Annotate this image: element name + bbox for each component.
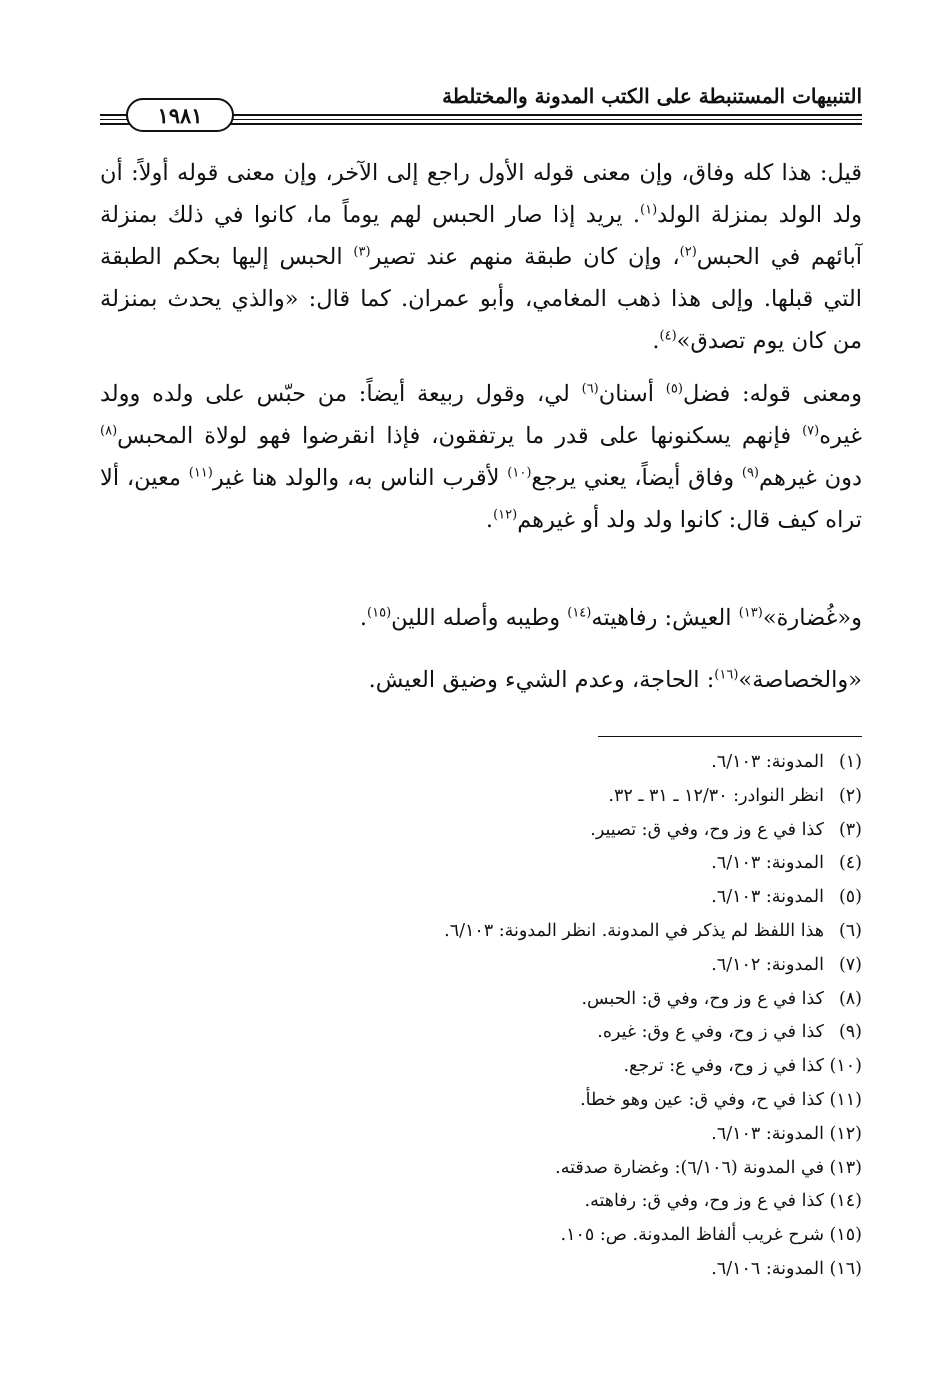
footnote-number: (١٤) bbox=[829, 1191, 862, 1212]
footnote-number: (٧) bbox=[838, 954, 862, 975]
footnote-ref[interactable]: (٨) bbox=[100, 423, 118, 439]
text-run: . يريد إذا صار الحبس لهم يوماً ما، كانوا في ذلك بمنزلة آبائهم في الحبس bbox=[100, 202, 862, 270]
text-run: . bbox=[485, 507, 494, 533]
footnote-number: (١٣) bbox=[829, 1157, 862, 1178]
running-title: التنبيهات المستنبطة على الكتب المدونة والمختلطة bbox=[442, 84, 862, 108]
footnote-text: المدونة: ٦/١٠٣. bbox=[711, 887, 824, 908]
footnote-number: (١٠) bbox=[829, 1056, 862, 1077]
footnote bbox=[100, 1118, 862, 1152]
footnote-text: المدونة: ٦/١٠٦. bbox=[711, 1258, 824, 1279]
footnote-number: (١١) bbox=[829, 1089, 862, 1110]
footnote-number: (١٢) bbox=[829, 1123, 862, 1144]
footnote-number: (٨) bbox=[838, 988, 862, 1009]
footnote-number: (٥) bbox=[838, 887, 862, 908]
footnote bbox=[100, 1219, 862, 1253]
footnote bbox=[100, 1253, 862, 1287]
text-run: و«غُضارة» bbox=[762, 605, 862, 631]
text-run: ، وإن كان طبقة منهم عند تصير bbox=[370, 244, 680, 270]
footnote-ref[interactable]: (١١) bbox=[188, 465, 213, 481]
footnote-text: المدونة: ٦/١٠٢. bbox=[711, 954, 824, 975]
footnote bbox=[100, 983, 862, 1017]
page-number-frame bbox=[126, 98, 234, 132]
footnote bbox=[100, 814, 862, 848]
footnote-text: كذا في ز وح، وفي ع وق: غيره. bbox=[597, 1022, 824, 1043]
footnote-ref[interactable]: (٣) bbox=[353, 244, 371, 260]
paragraph bbox=[100, 152, 862, 362]
text-run: أسنان bbox=[598, 381, 666, 407]
text-run: . bbox=[652, 328, 660, 354]
footnote bbox=[100, 1084, 862, 1118]
footnote-number: (٩) bbox=[838, 1022, 862, 1043]
text-run: : الحاجة، وعدم الشيء وضيق العيش. bbox=[368, 667, 715, 693]
footnote bbox=[100, 1152, 862, 1186]
text-run: معين، ألا تراه كيف قال: كانوا ولد ولد أو غيرهم bbox=[100, 465, 862, 533]
page-number: ١٩٨١ bbox=[157, 102, 203, 128]
footnote-separator bbox=[598, 736, 862, 737]
footnote-ref[interactable]: (٧) bbox=[802, 423, 820, 439]
footnote-text: هذا اللفظ لم يذكر في المدونة. انظر المدونة: ٦/١٠٣. bbox=[444, 920, 824, 941]
footnote-ref[interactable]: (١٤) bbox=[567, 605, 592, 621]
text-run: لأقرب الناس به، والولد هنا غير bbox=[212, 465, 508, 491]
footnote-text: كذا في ح، وفي ق: عين وهو خطأ. bbox=[580, 1089, 824, 1110]
footnote-number: (٢) bbox=[838, 785, 862, 806]
footnote-text: كذا في ع وز وح، وفي ق: تصيير. bbox=[590, 819, 824, 840]
footnote-ref[interactable]: (٤) bbox=[659, 328, 677, 344]
footnote-ref[interactable]: (٩) bbox=[741, 465, 759, 481]
text-run: وفاق أيضاً، يعني يرجع bbox=[531, 465, 742, 491]
text-run: الحبس إليها بحكم الطبقة التي قبلها. وإلى هذا ذهب المغامي، وأبو عمران. كما قال: «والذي يحدث بمنزلة من كان يوم تصدق» bbox=[100, 244, 862, 354]
footnote-ref[interactable]: (١٥) bbox=[367, 605, 392, 621]
footnote-ref[interactable]: (١٦) bbox=[714, 667, 739, 683]
footnote-ref[interactable]: (٦) bbox=[581, 381, 599, 397]
footnote-ref[interactable]: (١) bbox=[640, 202, 658, 218]
footnote-number: (١٥) bbox=[829, 1225, 862, 1246]
footnote-number: (١٦) bbox=[829, 1258, 862, 1279]
footnote-number: (٤) bbox=[838, 853, 862, 874]
footnote-text: كذا في ز وح، وفي ع: ترجع. bbox=[623, 1056, 824, 1077]
footnote-text: المدونة: ٦/١٠٣. bbox=[711, 752, 824, 772]
footnote-ref[interactable]: (١٠) bbox=[507, 465, 532, 481]
text-run: قيل: هذا كله وفاق، وإن معنى قوله الأول راجع إلى الآخر، وإن معنى قوله أولاً: أن ولد الولد بمنزلة الولد bbox=[100, 160, 862, 228]
footnote-number: (١) bbox=[838, 752, 862, 772]
text-run: دون غيرهم bbox=[759, 465, 863, 491]
footnote-text: كذا في ع وز وح، وفي ق: الحبس. bbox=[581, 988, 824, 1009]
footnote bbox=[100, 746, 862, 780]
paragraph bbox=[100, 659, 862, 701]
footnote bbox=[100, 1050, 862, 1084]
footnote-ref[interactable]: (٢) bbox=[679, 244, 697, 260]
paragraph bbox=[100, 597, 862, 639]
footnote-number: (٣) bbox=[838, 819, 862, 840]
footnote-text: كذا في ع وز وح، وفي ق: رفاهته. bbox=[584, 1191, 824, 1212]
footnote bbox=[100, 949, 862, 983]
footnote-ref[interactable]: (١٢) bbox=[493, 507, 518, 523]
footnote-ref[interactable]: (١٣) bbox=[738, 605, 763, 621]
text-run: «والخصاصة» bbox=[738, 667, 862, 693]
text-run: وطيبه وأصله اللين bbox=[391, 605, 568, 631]
text-run: ومعنى قوله: فضل bbox=[682, 381, 862, 407]
text-run: لي، وقول ربيعة أيضاً: من حبّس على ولده وولد غيره bbox=[100, 381, 862, 449]
text-run: . bbox=[359, 605, 368, 631]
footnote bbox=[100, 1185, 862, 1219]
footnote-text: انظر النوادر: ١٢/٣٠ ـ ٣١ ـ ٣٢. bbox=[608, 785, 824, 806]
footnote bbox=[100, 881, 862, 915]
footnotes-list bbox=[100, 746, 862, 1287]
text-run: فإنهم يسكنونها على قدر ما يرتفقون، فإذا انقرضوا فهو لولاة المحبس bbox=[117, 423, 803, 449]
footnote-number: (٦) bbox=[838, 920, 862, 941]
footnote bbox=[100, 915, 862, 949]
footnote-text: في المدونة (٦/١٠٦): وغضارة صدقته. bbox=[555, 1157, 824, 1178]
footnote bbox=[100, 847, 862, 881]
footnote bbox=[100, 1016, 862, 1050]
paragraph bbox=[100, 373, 862, 541]
footnote-text: المدونة: ٦/١٠٣. bbox=[711, 1123, 824, 1144]
footnote bbox=[100, 780, 862, 814]
footnote-text: شرح غريب ألفاظ المدونة. ص: ١٠٥. bbox=[560, 1225, 824, 1246]
footnote-text: المدونة: ٦/١٠٣. bbox=[711, 853, 824, 874]
footnote-ref[interactable]: (٥) bbox=[665, 381, 683, 397]
text-run: العيش: رفاهيته bbox=[591, 605, 739, 631]
